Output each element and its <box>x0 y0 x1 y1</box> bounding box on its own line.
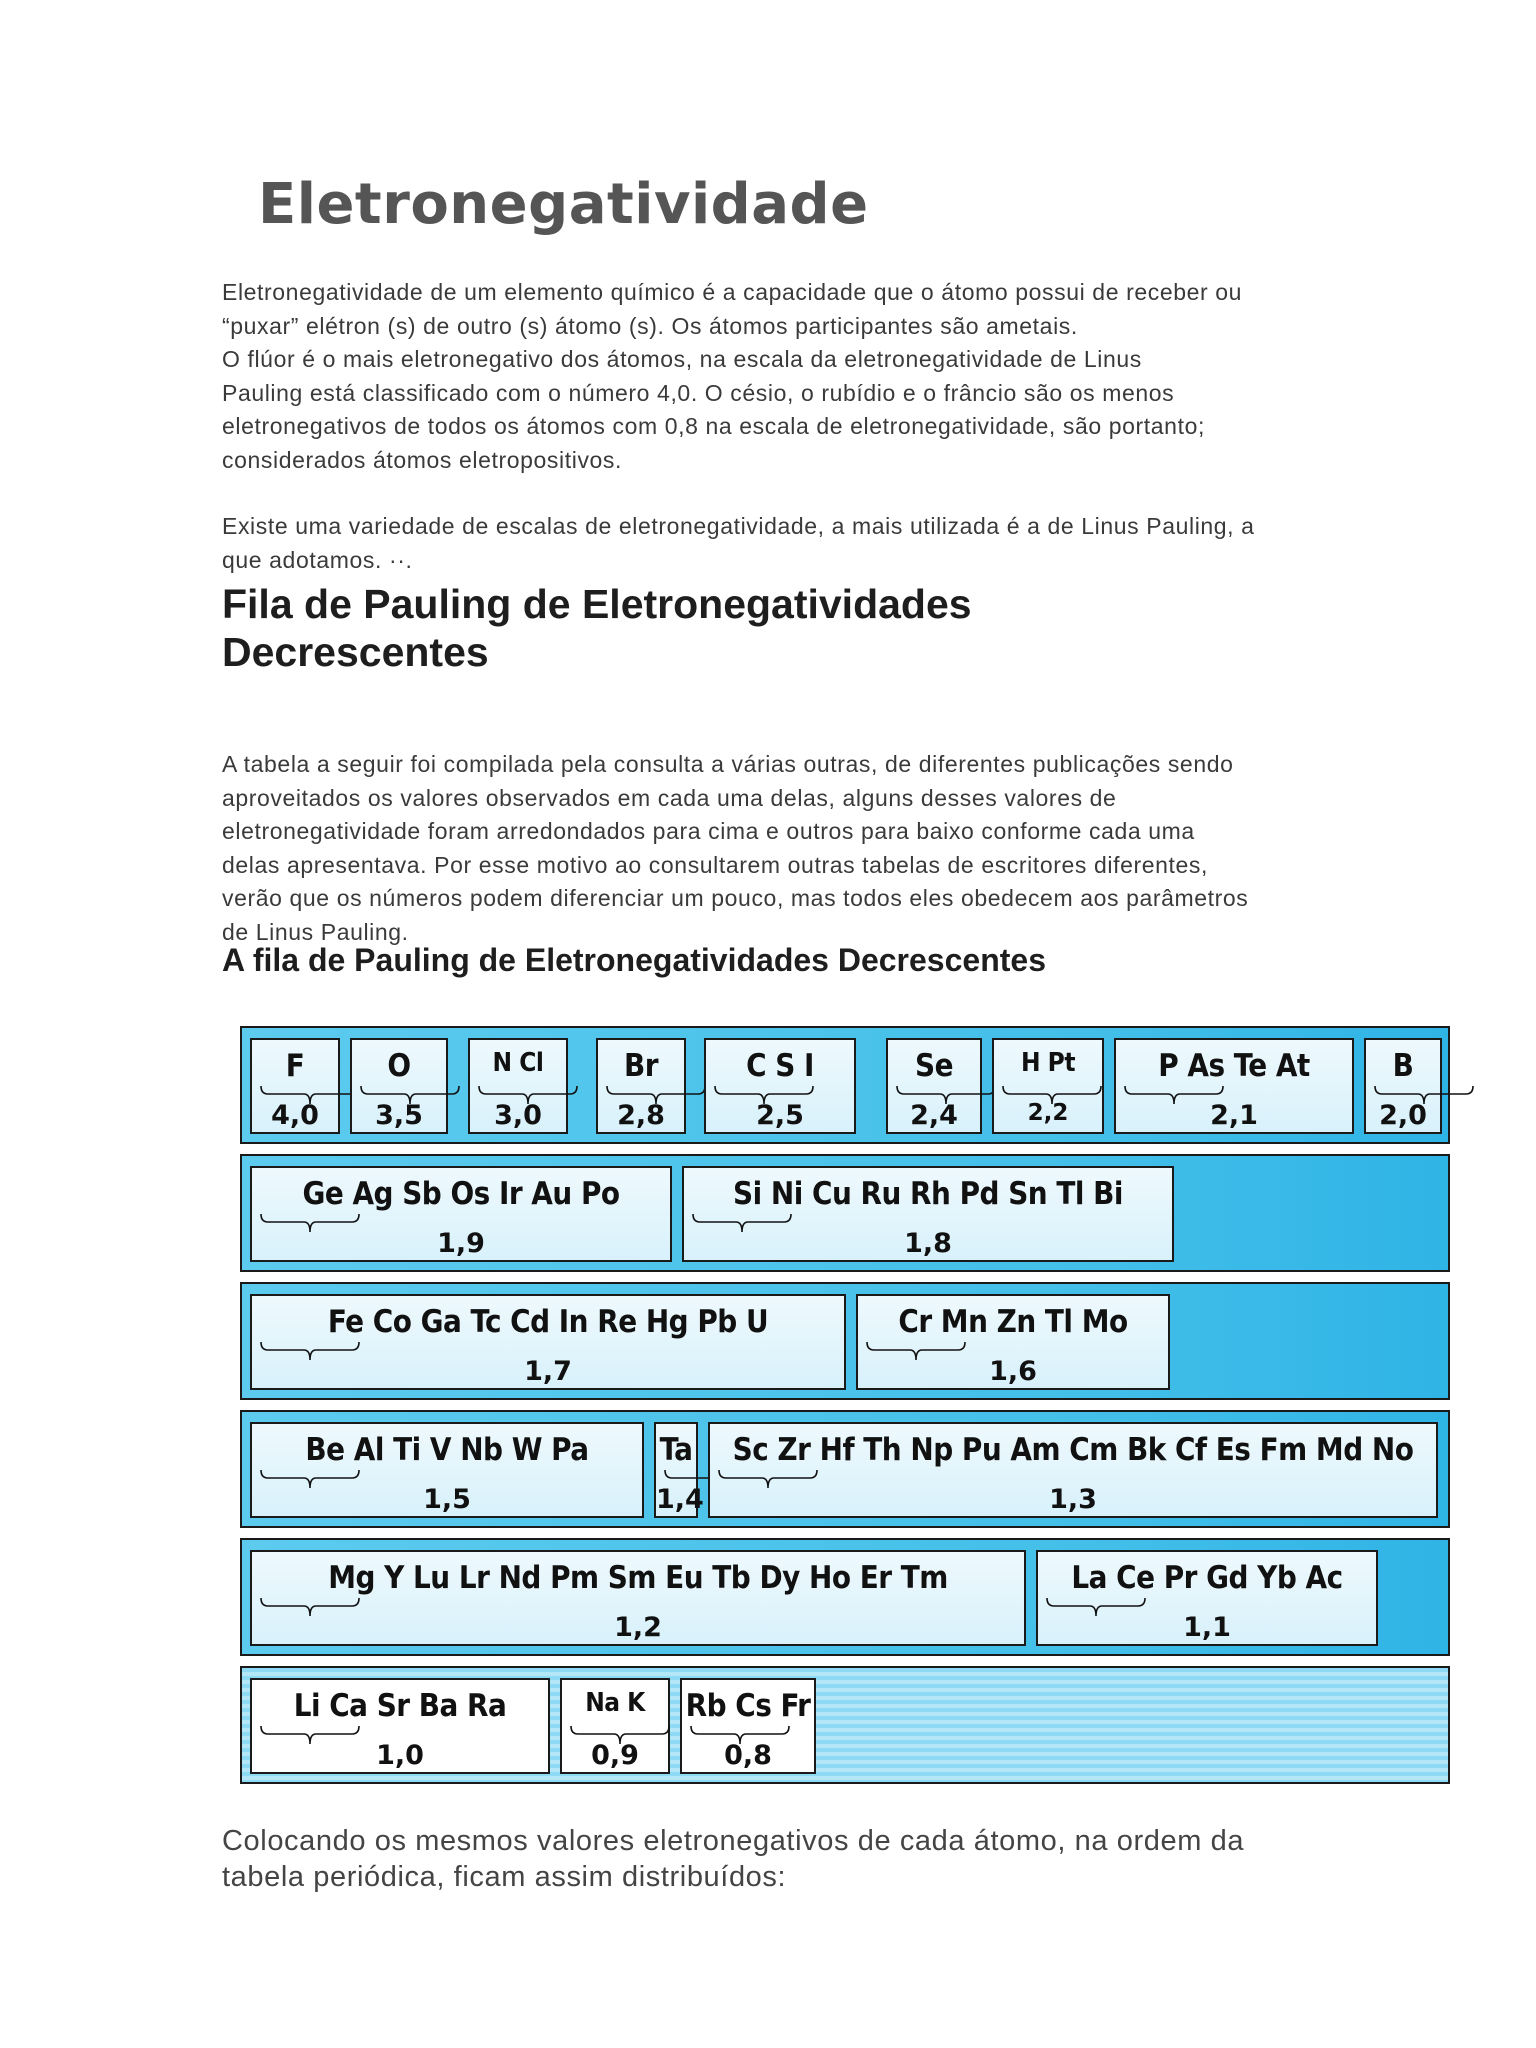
element-symbols: Cr Mn Zn Tl Mo <box>898 1304 1128 1340</box>
electronegativity-row <box>240 1410 1450 1528</box>
element-symbols: Ta <box>659 1432 693 1468</box>
text-line: Colocando os mesmos valores eletronegativos de cada átomo, na ordem da <box>222 1825 1245 1857</box>
element-group <box>708 1422 1438 1518</box>
element-symbols: Ge Ag Sb Os Ir Au Po <box>302 1176 620 1212</box>
heading-line: Fila de Pauling de Eletronegatividades <box>222 581 972 627</box>
electronegativity-value: 2,1 <box>1210 1100 1258 1131</box>
text-line: eletronegativos de todos os átomos com 0,8 na escala de eletronegatividade, são portanto; <box>222 413 1205 439</box>
element-group <box>682 1166 1174 1262</box>
text-line: delas apresentava. Por esse motivo ao consultarem outras tabelas de escritores diferentes, <box>222 851 1208 878</box>
element-symbols: O <box>387 1048 411 1084</box>
element-symbols: Mg Y Lu Lr Nd Pm Sm Eu Tb Dy Ho Er Tm <box>328 1560 948 1596</box>
element-group <box>654 1422 704 1518</box>
scales-paragraph <box>222 510 1342 577</box>
text-line: “puxar” elétron (s) de outro (s) átomo (s). Os átomos participantes são ametais. <box>222 312 1078 339</box>
element-symbols: H Pt <box>1020 1048 1076 1078</box>
electronegativity-value: 1,0 <box>376 1740 424 1771</box>
element-symbols: Be Al Ti V Nb W Pa <box>305 1432 589 1468</box>
element-group <box>680 1678 816 1774</box>
electronegativity-value: 2,8 <box>617 1100 665 1131</box>
electronegativity-value: 1,1 <box>1183 1612 1231 1643</box>
electronegativity-value: 0,9 <box>591 1740 639 1771</box>
text-line: Eletronegatividade de um elemento químico é a capacidade que o átomo possui de receber ou <box>222 279 1243 305</box>
pauling-table-figure <box>240 1026 1450 1792</box>
text-line: tabela periódica, ficam assim distribuídos: <box>222 1861 787 1893</box>
electronegativity-row <box>240 1538 1450 1656</box>
electronegativity-value: 1,6 <box>989 1356 1037 1387</box>
element-group <box>704 1038 856 1134</box>
element-group <box>1364 1038 1442 1134</box>
table-heading: A fila de Pauling de Eletronegatividades Decrescentes <box>222 942 1046 978</box>
element-symbols: N Cl <box>492 1048 544 1078</box>
element-group <box>596 1038 686 1134</box>
element-group <box>250 1678 550 1774</box>
electronegativity-value: 1,3 <box>1049 1484 1097 1515</box>
text-line: que adotamos. ··. <box>222 546 413 573</box>
text-line: verão que os números podem diferenciar um pouco, mas todos eles obedecem aos parâmetros <box>222 885 1249 911</box>
electronegativity-value: 1,4 <box>656 1484 704 1515</box>
element-group <box>468 1038 568 1134</box>
element-symbols: B <box>1392 1048 1414 1084</box>
electronegativity-row <box>240 1154 1450 1272</box>
element-group <box>250 1422 644 1518</box>
intro-paragraph <box>222 276 1342 477</box>
electronegativity-row <box>240 1666 1450 1784</box>
section-heading <box>222 580 972 676</box>
text-line: O flúor é o mais eletronegativo dos átomos, na escala da eletronegatividade de Linus <box>222 346 1142 372</box>
element-symbols: Si Ni Cu Ru Rh Pd Sn Tl Bi <box>733 1176 1123 1212</box>
text-line: de Linus Pauling. <box>222 918 409 945</box>
heading-line: Decrescentes <box>222 629 489 675</box>
element-group <box>886 1038 982 1134</box>
text-line: eletronegatividade foram arredondados para cima e outros para baixo conforme cada uma <box>222 818 1195 844</box>
page-title: Eletronegatividade <box>258 172 869 237</box>
electronegativity-value: 1,8 <box>904 1228 952 1259</box>
electronegativity-value: 4,0 <box>271 1100 319 1131</box>
element-group <box>350 1038 448 1134</box>
electronegativity-value: 2,2 <box>1027 1100 1069 1126</box>
element-symbols: Fe Co Ga Tc Cd In Re Hg Pb U <box>327 1304 769 1340</box>
text-line: Existe uma variedade de escalas de eletronegatividade, a mais utilizada é a de Linus Pauling, a <box>222 513 1255 539</box>
text-line: considerados átomos eletropositivos. <box>222 446 623 473</box>
electronegativity-value: 3,0 <box>494 1100 542 1131</box>
electronegativity-value: 2,4 <box>910 1100 958 1131</box>
element-group <box>992 1038 1104 1134</box>
element-group <box>1036 1550 1378 1646</box>
electronegativity-value: 0,8 <box>724 1740 772 1771</box>
element-group <box>1114 1038 1354 1134</box>
element-symbols: La Ce Pr Gd Yb Ac <box>1071 1560 1343 1596</box>
electronegativity-value: 1,9 <box>437 1228 485 1259</box>
electronegativity-value: 2,0 <box>1379 1100 1427 1131</box>
electronegativity-row <box>240 1026 1450 1144</box>
element-group <box>250 1038 340 1134</box>
element-group <box>250 1550 1026 1646</box>
compiled-paragraph <box>222 748 1342 949</box>
electronegativity-value: 2,5 <box>756 1100 804 1131</box>
element-symbols: P As Te At <box>1158 1048 1310 1084</box>
electronegativity-row <box>240 1282 1450 1400</box>
element-symbols: F <box>285 1048 305 1084</box>
closing-paragraph <box>222 1823 1342 1895</box>
element-symbols: Sc Zr Hf Th Np Pu Am Cm Bk Cf Es Fm Md No <box>732 1432 1414 1468</box>
element-symbols: Br <box>623 1048 658 1084</box>
element-symbols: Na K <box>585 1688 645 1718</box>
element-group <box>856 1294 1170 1390</box>
element-group <box>560 1678 670 1774</box>
electronegativity-value: 1,5 <box>423 1484 471 1515</box>
element-symbols: Se <box>914 1048 953 1084</box>
electronegativity-value: 1,2 <box>614 1612 662 1643</box>
element-symbols: Rb Cs Fr <box>685 1688 811 1724</box>
element-symbols: C S I <box>746 1048 814 1084</box>
element-group <box>250 1166 672 1262</box>
text-line: A tabela a seguir foi compilada pela consulta a várias outras, de diferentes publicações sendo <box>222 751 1234 777</box>
electronegativity-value: 3,5 <box>375 1100 423 1131</box>
electronegativity-value: 1,7 <box>524 1356 572 1387</box>
text-line: aproveitados os valores observados em cada uma delas, alguns desses valores de <box>222 784 1117 811</box>
element-group <box>250 1294 846 1390</box>
element-symbols: Li Ca Sr Ba Ra <box>293 1688 507 1724</box>
text-line: Pauling está classificado com o número 4,0. O césio, o rubídio e o frâncio são os menos <box>222 379 1175 406</box>
